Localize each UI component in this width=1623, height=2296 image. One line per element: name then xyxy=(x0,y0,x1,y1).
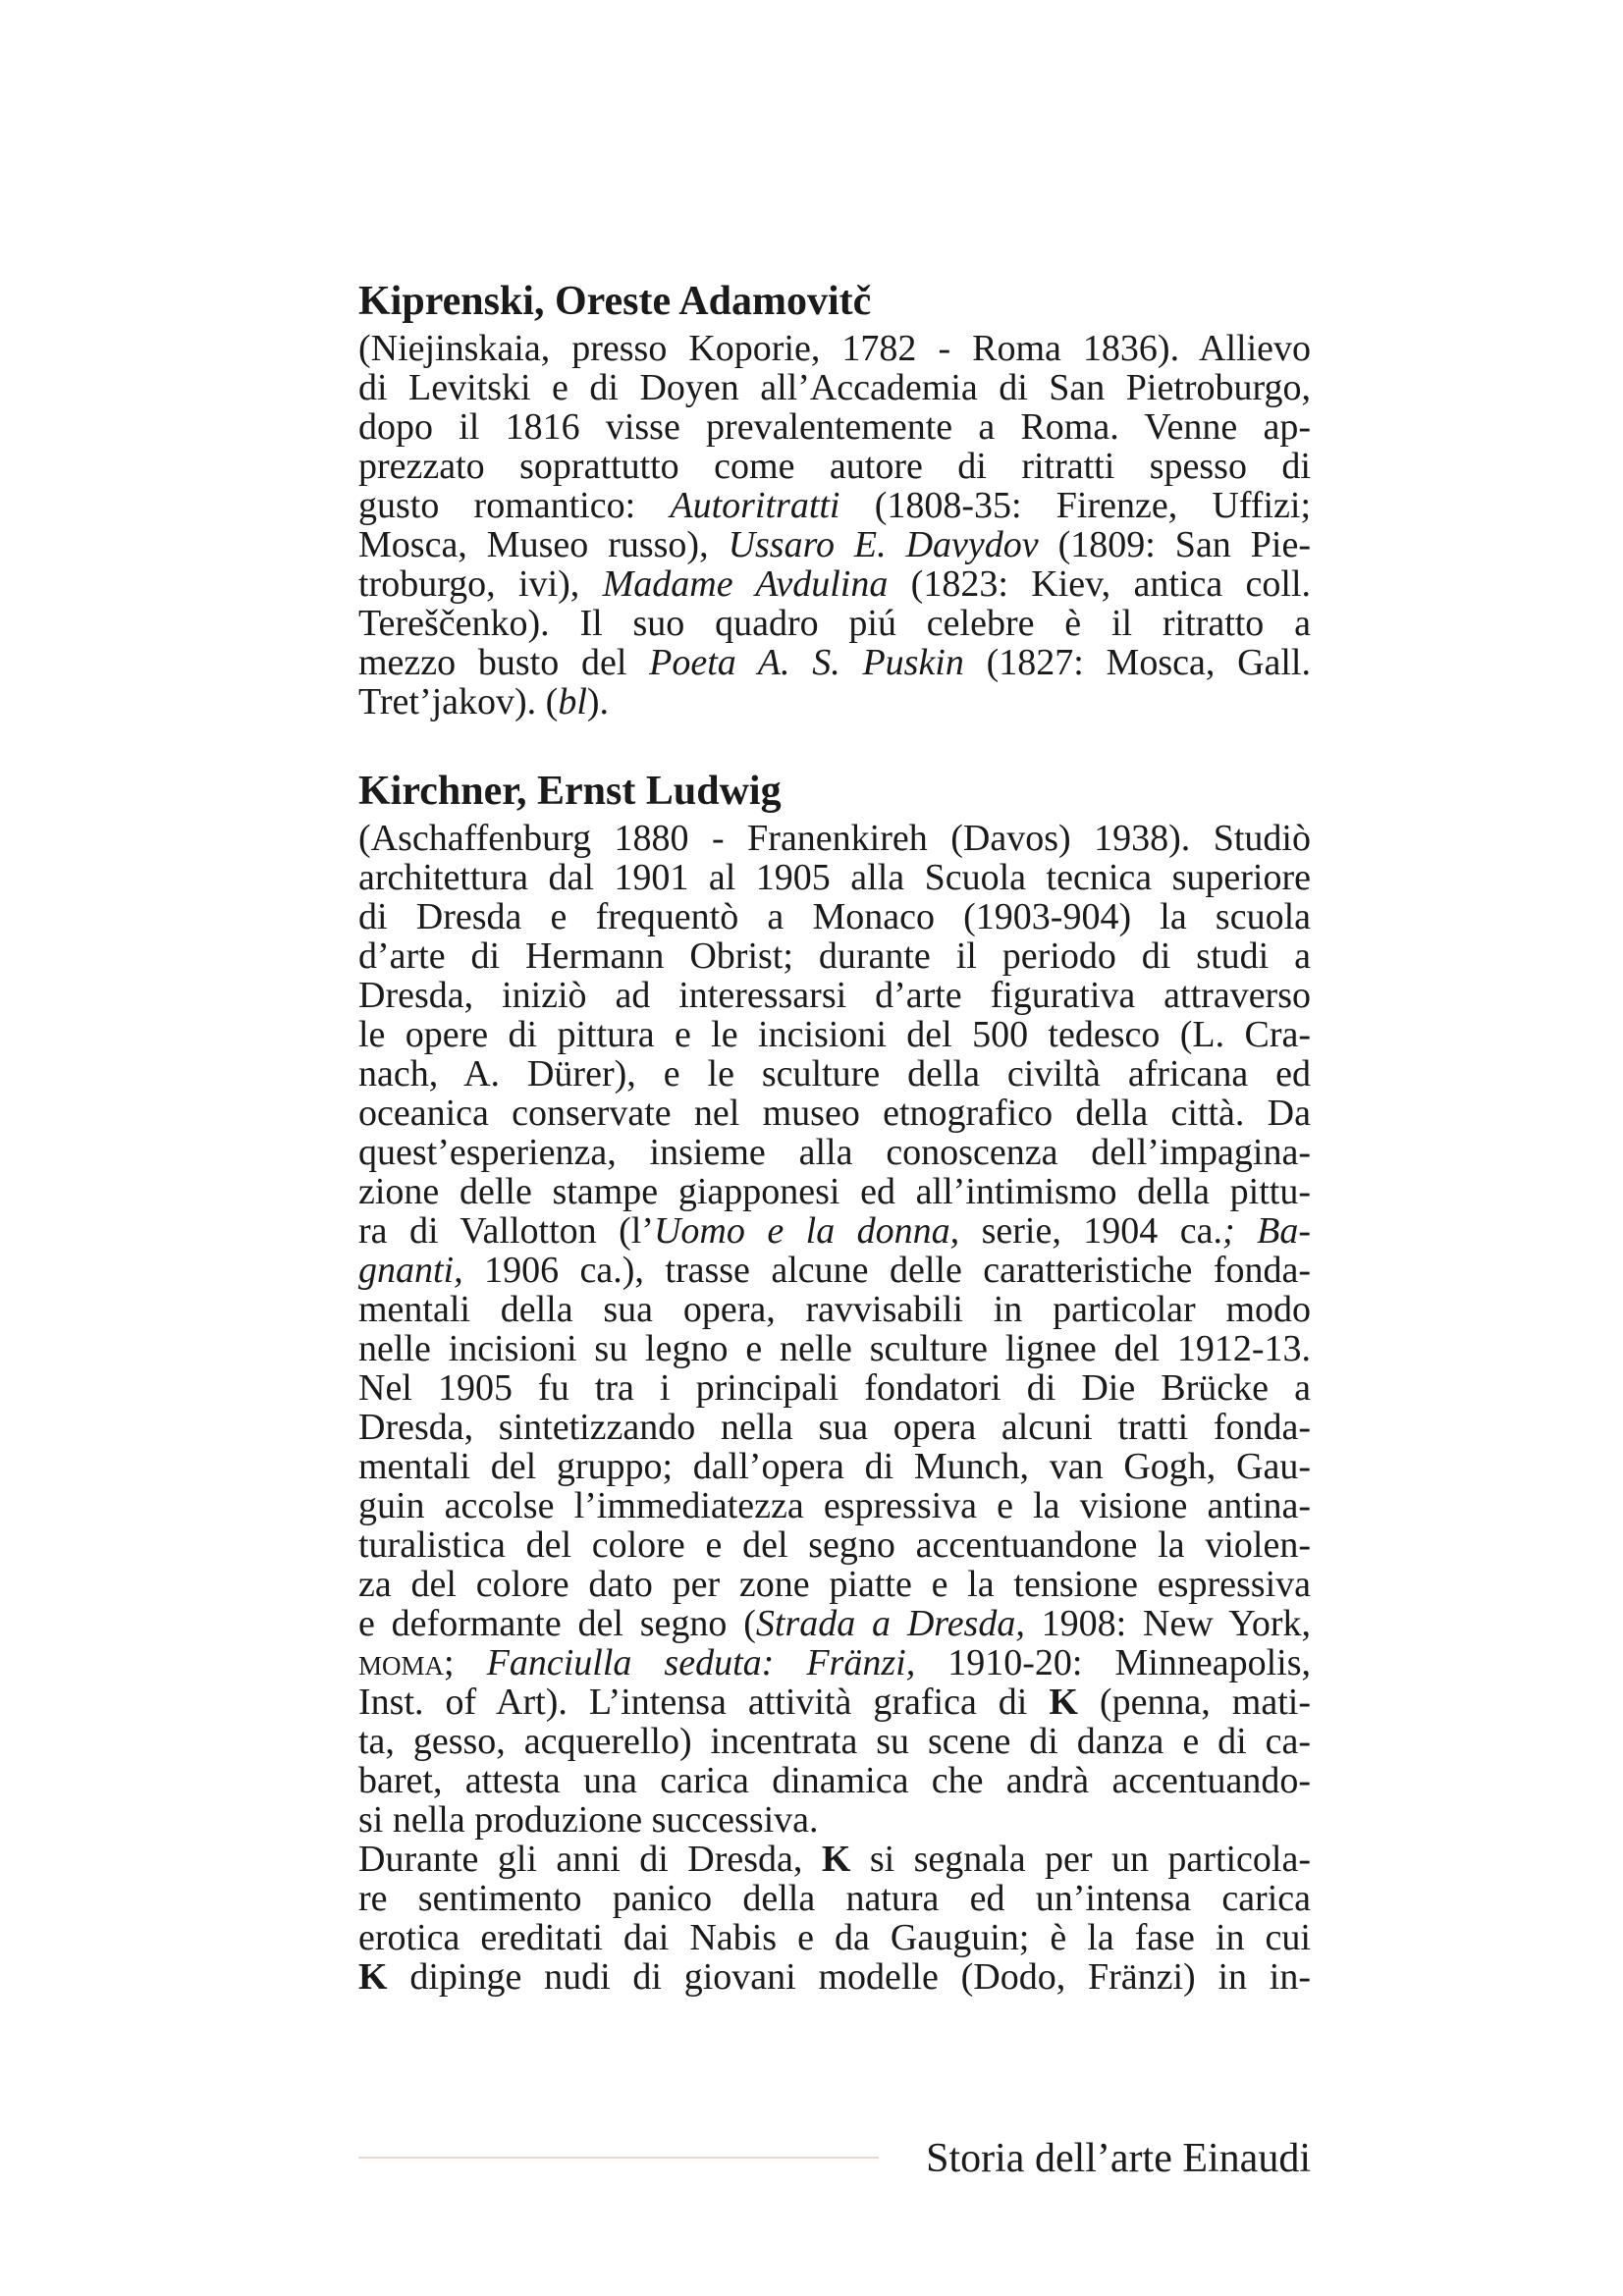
text-line: Tereščenko). Il suo quadro piú celebre è il ritratto a xyxy=(358,603,1311,644)
italic-title: Madame Avdulina xyxy=(602,563,889,605)
text-line: di Dresda e frequentò a Monaco (1903-904) la scuola xyxy=(358,896,1311,937)
text-line: prezzato soprattutto come autore di ritratti spesso di xyxy=(358,446,1311,487)
text-line: mentali del gruppo; dall’opera di Munch, van Gogh, Gau- xyxy=(358,1446,1311,1487)
entry-kiprenski xyxy=(358,278,1311,721)
text-line: oceanica conservate nel museo etnografico della città. Da xyxy=(358,1093,1311,1134)
text-line: (Niejinskaia, presso Koporie, 1782 - Roma 1836). Allievo xyxy=(358,328,1311,369)
text-line: baret, attesta una carica dinamica che andrà accentuando- xyxy=(358,1760,1311,1801)
italic-title: Ussaro E. Davydov xyxy=(728,524,1039,565)
abbrev-k: K xyxy=(358,1956,388,1998)
text-line: Nel 1905 fu tra i principali fondatori di Die Brücke a xyxy=(358,1367,1311,1409)
text-line: quest’esperienza, insieme alla conoscenza dell’impagina- xyxy=(358,1132,1311,1173)
text-line: si nella produzione successiva. xyxy=(358,1799,819,1841)
italic-title: Autoritratti xyxy=(670,485,840,526)
italic-title: Fanciulla seduta: Fränzi, xyxy=(486,1642,916,1683)
text-line: erotica ereditati dai Nabis e da Gauguin; è la fase in cui xyxy=(358,1917,1311,1958)
text-line: mezzo busto del Poeta A. S. Puskin (1827: Mosca, Gall. xyxy=(358,642,1311,683)
text-line: nelle incisioni su legno e nelle sculture lignee del 1912-13. xyxy=(358,1328,1311,1369)
text-line: nach, A. Dürer), e le sculture della civiltà africana ed xyxy=(358,1053,1311,1095)
footer-publication-title: Storia dell’arte Einaudi xyxy=(926,2136,1311,2181)
text-line: architettura dal 1901 al 1905 alla Scuola tecnica superiore xyxy=(358,857,1311,898)
text-line: Durante gli anni di Dresda, K si segnala per un particola- xyxy=(358,1839,1312,1880)
entry-title: Kiprenski, Oreste Adamovitč xyxy=(358,279,872,324)
text-line: Dresda, sintetizzando nella sua opera alcuni tratti fonda- xyxy=(358,1407,1311,1448)
italic-title: Strada a Dresda, xyxy=(755,1603,1025,1644)
text-line: e deformante del segno (Strada a Dresda, 1908: New York, xyxy=(358,1603,1311,1644)
text-line: Inst. of Art). L’intensa attività grafica di K (penna, mati- xyxy=(358,1682,1311,1723)
italic-title: Uomo e la donna, xyxy=(653,1210,960,1252)
text-line: ta, gesso, acquerello) incentrata su scene di danza e di ca- xyxy=(358,1721,1311,1762)
text-line: Dresda, iniziò ad interessarsi d’arte figurativa attraverso xyxy=(358,975,1311,1016)
abbrev-k: K xyxy=(1049,1682,1078,1723)
entry-title: Kirchner, Ernst Ludwig xyxy=(358,769,782,814)
text-line: Tret’jakov). (bl). xyxy=(358,681,610,722)
text-line: zione delle stampe giapponesi ed all’intimismo della pittu- xyxy=(358,1171,1311,1212)
italic-title: gnanti, xyxy=(358,1250,463,1291)
footer-rule xyxy=(358,2157,879,2159)
museum-abbrev: moma xyxy=(358,1642,445,1683)
italic-title: ; Ba- xyxy=(1222,1210,1311,1252)
text-line: za del colore dato per zone piatte e la tensione espressiva xyxy=(358,1564,1311,1605)
text-line: gusto romantico: Autoritratti (1808-35: Firenze, Uffizi; xyxy=(358,485,1311,526)
italic-title: Poeta A. S. Puskin xyxy=(649,642,964,683)
text-line: le opere di pittura e le incisioni del 500 tedesco (L. Cra- xyxy=(358,1014,1311,1055)
text-line: mentali della sua opera, ravvisabili in particolar modo xyxy=(358,1289,1311,1330)
author-initials: bl xyxy=(558,681,587,722)
text-line: Mosca, Museo russo), Ussaro E. Davydov (1809: San Pie- xyxy=(358,524,1311,565)
text-line: guin accolse l’immediatezza espressiva e la visione antina- xyxy=(358,1485,1311,1526)
text-line: re sentimento panico della natura ed un’intensa carica xyxy=(358,1878,1311,1919)
text-line: troburgo, ivi), Madame Avdulina (1823: Kiev, antica coll. xyxy=(358,563,1311,605)
text-line: di Levitski e di Doyen all’Accademia di San Pietroburgo, xyxy=(358,367,1311,408)
abbrev-k: K xyxy=(821,1839,851,1880)
text-line: d’arte di Hermann Obrist; durante il periodo di studi a xyxy=(358,935,1311,977)
text-line: ra di Vallotton (l’Uomo e la donna, serie, 1904 ca.; Ba- xyxy=(358,1210,1311,1252)
text-line: gnanti, 1906 ca.), trasse alcune delle caratteristiche fonda- xyxy=(358,1250,1311,1291)
text-line: turalistica del colore e del segno accentuandone la violen- xyxy=(358,1524,1311,1566)
text-line: (Aschaffenburg 1880 - Franenkireh (Davos) 1938). Studiò xyxy=(358,818,1311,859)
text-line: moma; Fanciulla seduta: Fränzi, 1910-20: Minneapolis, xyxy=(358,1642,1311,1683)
text-line: K dipinge nudi di giovani modelle (Dodo, Fränzi) in in- xyxy=(358,1956,1311,1998)
entry-kirchner xyxy=(358,768,1311,1997)
text-line: dopo il 1816 visse prevalentemente a Roma. Venne ap- xyxy=(358,406,1311,448)
